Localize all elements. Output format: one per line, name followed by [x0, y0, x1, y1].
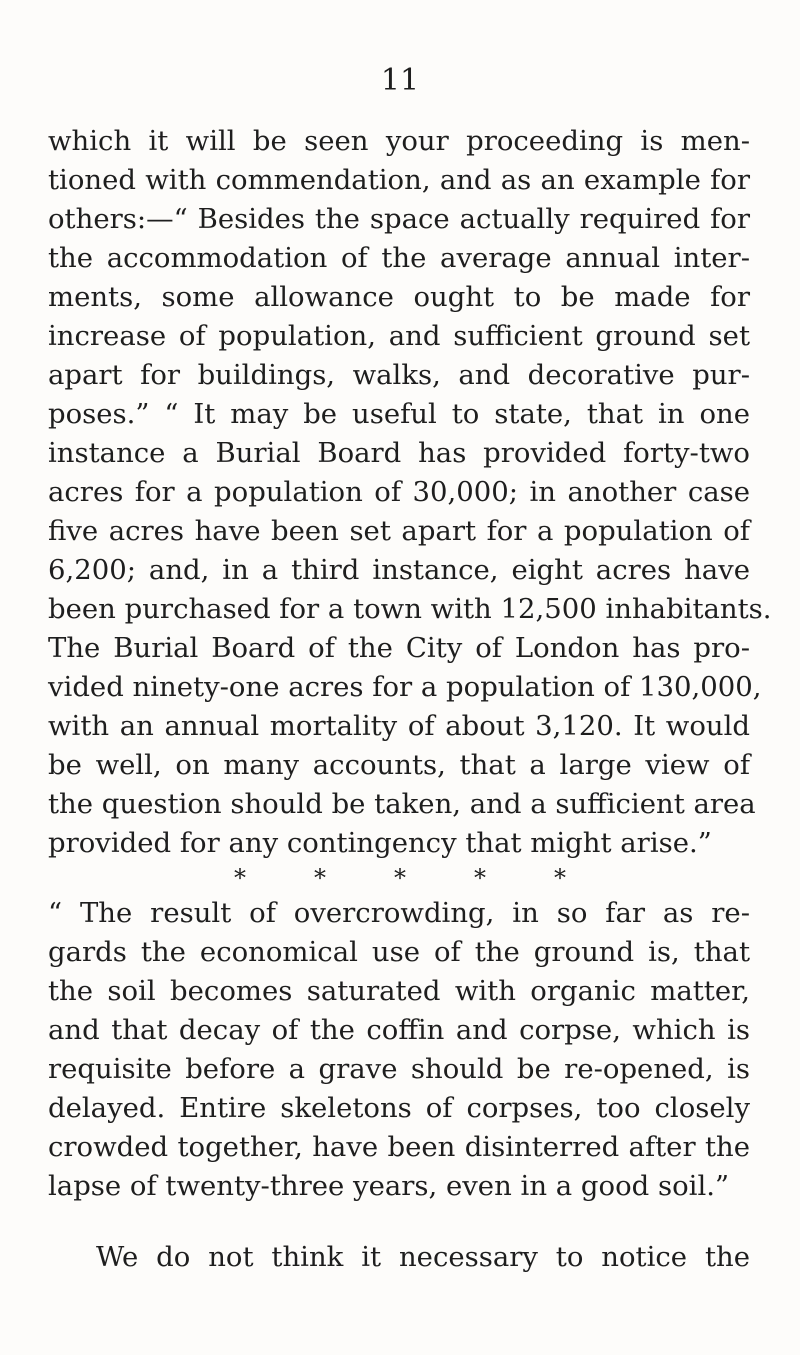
- text-line: requisite before a grave should be re-opened, is: [48, 1053, 750, 1085]
- text-line: the accommodation of the average annual inter-: [48, 242, 750, 274]
- star-ornament: *: [474, 864, 486, 892]
- text-line: crowded together, have been disinterred after the: [48, 1131, 750, 1163]
- text-line: gards the economical use of the ground is, that: [48, 936, 750, 968]
- star-ornament: *: [394, 864, 406, 892]
- text-line: vided ninety-one acres for a population of 130,000,: [48, 671, 762, 703]
- text-line: which it will be seen your proceeding is men-: [48, 125, 750, 157]
- text-line: five acres have been set apart for a population of: [48, 515, 750, 547]
- text-line: acres for a population of 30,000; in another case: [48, 476, 750, 508]
- text-line: increase of population, and sufficient ground set: [48, 320, 750, 352]
- page-number: 11: [380, 63, 420, 98]
- text-line: instance a Burial Board has provided forty-two: [48, 437, 750, 469]
- text-line: delayed. Entire skeletons of corpses, too closely: [48, 1092, 750, 1124]
- text-line: ments, some allowance ought to be made for: [48, 281, 750, 313]
- text-line: the soil becomes saturated with organic matter,: [48, 975, 750, 1007]
- text-line: others:—“ Besides the space actually required for: [48, 203, 750, 235]
- star-ornament: *: [314, 864, 326, 892]
- section-break-stars: [0, 866, 800, 890]
- text-line: 6,200; and, in a third instance, eight acres have: [48, 554, 750, 586]
- text-line: tioned with commendation, and as an example for: [48, 164, 750, 196]
- text-line: provided for any contingency that might arise.”: [48, 827, 712, 859]
- text-line: lapse of twenty-three years, even in a good soil.”: [48, 1170, 730, 1202]
- star-ornament: *: [234, 864, 246, 892]
- text-line: “ The result of overcrowding, in so far as re-: [48, 897, 750, 929]
- text-line: poses.” “ It may be useful to state, that in one: [48, 398, 750, 430]
- text-line: be well, on many accounts, that a large view of: [48, 749, 750, 781]
- text-line: and that decay of the coffin and corpse, which is: [48, 1014, 750, 1046]
- text-line: The Burial Board of the City of London has pro-: [48, 632, 750, 664]
- paragraph-start-line: We do not think it necessary to notice the: [96, 1241, 750, 1273]
- text-line: the question should be taken, and a sufficient area: [48, 788, 756, 820]
- text-line: been purchased for a town with 12,500 inhabitants.: [48, 593, 772, 625]
- star-ornament: *: [554, 864, 566, 892]
- text-line: apart for buildings, walks, and decorative pur-: [48, 359, 750, 391]
- text-line: with an annual mortality of about 3,120. It would: [48, 710, 750, 742]
